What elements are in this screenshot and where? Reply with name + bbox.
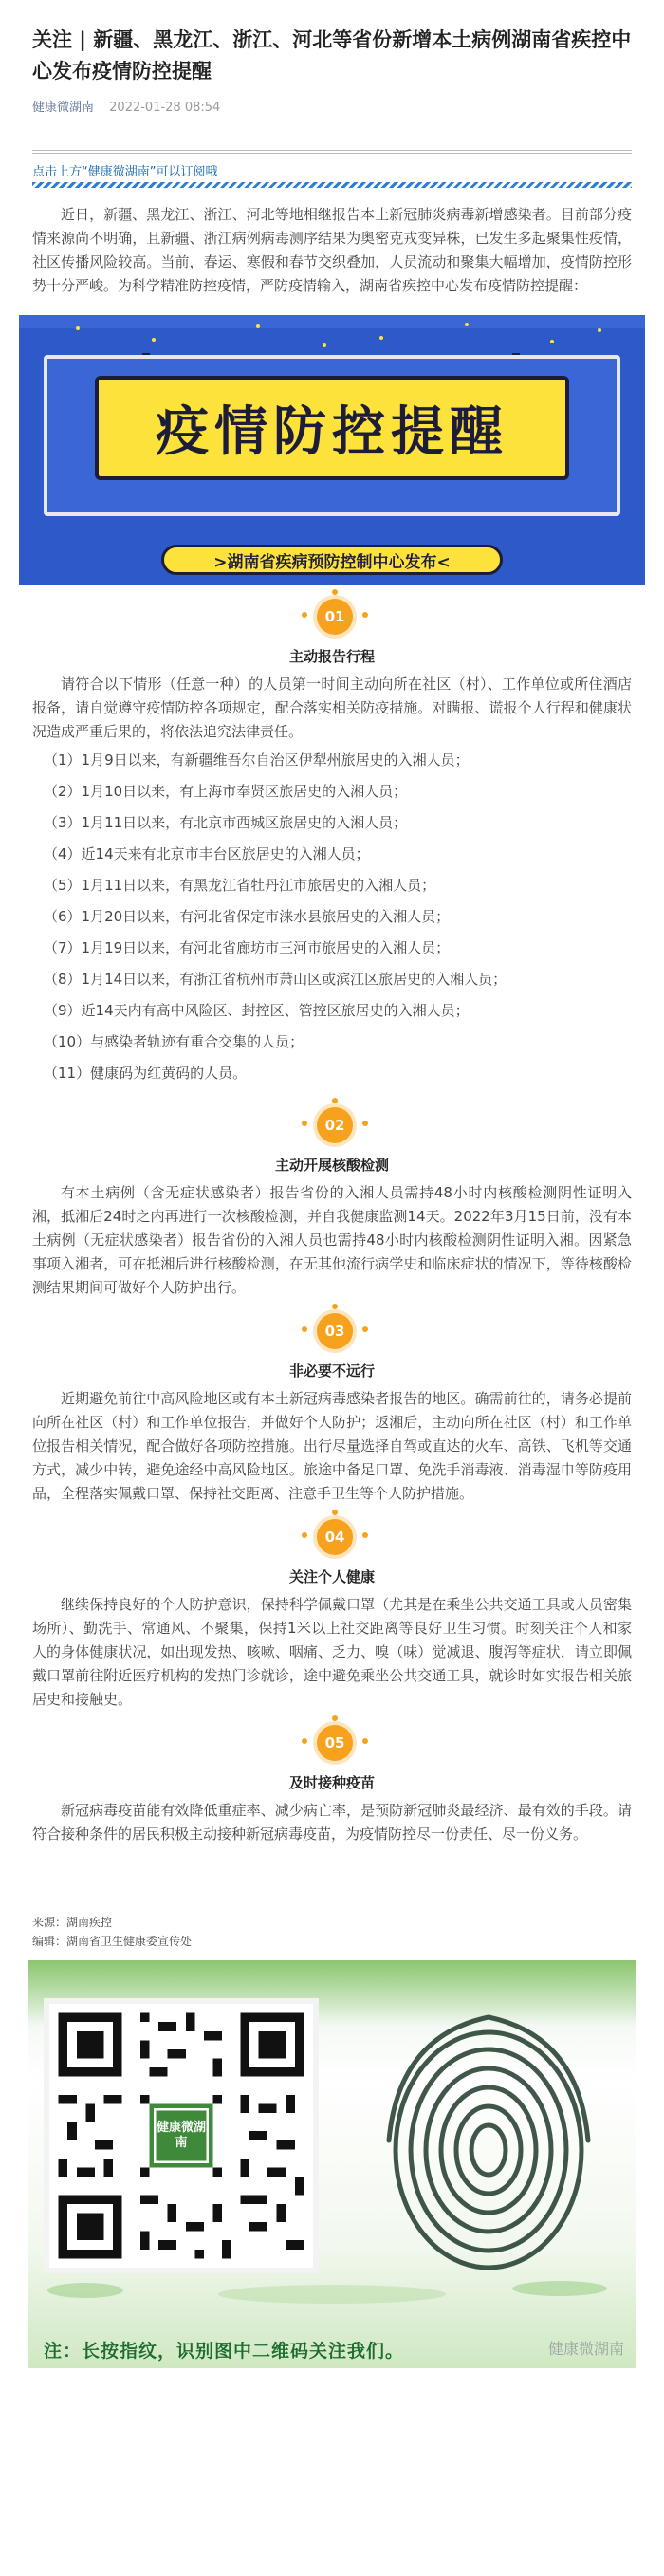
article-meta	[0, 87, 664, 116]
travel-criteria-list	[0, 744, 664, 1084]
banner-title-box	[95, 376, 569, 480]
article-credits	[0, 1913, 664, 1951]
list-item: （4）近14天来有北京市丰台区旅居史的入湘人员；	[44, 845, 370, 862]
section-number-badge: 05	[317, 1725, 353, 1761]
banner-title: 疫情防控提醒	[156, 400, 508, 463]
banner-image	[19, 315, 645, 585]
section-heading: 主动开展核酸检测	[274, 1157, 389, 1174]
section-vaccination	[0, 1712, 664, 1846]
section-number-badge: 02	[317, 1107, 353, 1143]
section-number-badge: 03	[317, 1313, 353, 1349]
section-body: 有本土病例（含无症状感染者）报告省份的入湘人员需持48小时内核酸检测阴性证明入湘，抵湘后24时之内再进行一次核酸检测，并自我健康监测14天。2022年3月15日前，没有本土病例（无症状感染者）报告省份的入湘人员也需持48小时内核酸检测阴性证明入湘。因紧急事项入湘者，可在抵湘后进行核酸检测，在无其他流行病学史和临床症状的情况下，等待核酸检测结果期间可做好个人防护出行。	[32, 1184, 632, 1296]
publish-date: 2022-01-28 08:54	[109, 101, 221, 115]
qr-code-image[interactable]	[44, 1998, 319, 2273]
list-item: （8）1月14日以来，有浙江省杭州市萧山区或滨江区旅居史的入湘人员；	[44, 971, 507, 988]
section-heading: 非必要不远行	[288, 1362, 375, 1380]
section-body: 请符合以下情形（任意一种）的人员第一时间主动向所在社区（村）、工作单位或所住酒店报备，请自觉遵守疫情防控各项规定，配合落实相关防疫措施。对瞒报、谎报个人行程和健康状况造成严重后果的，将依法追究法律责任。	[32, 676, 632, 740]
qr-promo-image	[28, 1960, 636, 2368]
decorative-stripe	[32, 182, 632, 188]
list-item: （11）健康码为红黄码的人员。	[44, 1065, 248, 1082]
intro-paragraph: 近日，新疆、黑龙江、浙江、河北等地相继报告本土新冠肺炎病毒新增感染者。目前部分疫情来源尚不明确，且新疆、浙江病例病毒测序结果为奥密克戎变异株，已发生多起聚集性疫情，社区传播风险较高。当前，春运、寒假和春节交织叠加，人员流动和聚集大幅增加，疫情防控形势十分严峻。为科学精准防控疫情，严防疫情输入，湖南省疾控中心发布疫情防控提醒：	[32, 206, 632, 294]
section-body: 近期避免前往中高风险地区或有本土新冠病毒感染者报告的地区。确需前往的，请务必提前向所在社区（村）和工作单位报告，并做好个人防护；返湘后，主动向所在社区（村）和工作单位报告相关情况，配合做好各项防控措施。出行尽量选择自驾或直达的火车、高铁、飞机等交通方式，减少中转，避免途经中高风险地区。旅途中备足口罩、免洗手消毒液、消毒湿巾等防疫用品，全程落实佩戴口罩、保持社交距离、注意手卫生等个人防护措施。	[32, 1390, 632, 1502]
qr-caption: 注：长按指纹，识别图中二维码关注我们。	[44, 2341, 405, 2362]
list-item: （10）与感染者轨迹有重合交集的人员；	[44, 1033, 304, 1050]
section-personal-health	[0, 1506, 664, 1712]
list-item: （3）1月11日以来，有北京市西城区旅居史的入湘人员；	[44, 814, 408, 831]
section-avoid-travel	[0, 1300, 664, 1506]
list-item: （9）近14天内有高中风险区、封控区、管控区旅居史的入湘人员；	[44, 1002, 470, 1019]
section-report-travel	[0, 585, 664, 1084]
section-heading: 主动报告行程	[288, 648, 375, 665]
banner-frame	[44, 355, 620, 516]
qr-code-icon	[49, 2004, 313, 2268]
section-number-badge: 04	[317, 1519, 353, 1555]
banner-stars	[19, 315, 645, 353]
list-item: （7）1月19日以来，有河北省廊坊市三河市旅居史的入湘人员；	[44, 939, 451, 956]
divider	[32, 153, 632, 154]
water-drop-decoration	[28, 2252, 636, 2309]
account-name-link[interactable]: 健康微湖南	[32, 101, 95, 115]
article-title: 关注 | 新疆、黑龙江、浙江、河北等省份新增本土病例湖南省疾控中心发布疫情防控提醒	[32, 28, 632, 83]
editor-line: 编辑：湖南省卫生健康委宣传处	[32, 1935, 193, 1948]
account-watermark: 健康微湖南	[547, 2340, 624, 2358]
section-heading: 关注个人健康	[288, 1568, 375, 1585]
section-heading: 及时接种疫苗	[288, 1774, 375, 1791]
section-body: 新冠病毒疫苗能有效降低重症率、减少病亡率，是预防新冠肺炎最经济、最有效的手段。请符合接种条件的居民积极主动接种新冠病毒疫苗，为疫情防控尽一份责任、尽一份义务。	[32, 1802, 632, 1843]
divider	[32, 150, 632, 151]
source-line: 来源：湖南疾控	[32, 1916, 113, 1929]
section-body: 继续保持良好的个人防护意识，保持科学佩戴口罩（尤其是在乘坐公共交通工具或人员密集场所）、勤洗手、常通风、不聚集，保持1米以上社交距离等良好卫生习惯。时刻关注个人和家人的身体健康状况，如出现发热、咳嗽、咽痛、乏力、嗅（味）觉减退、腹泻等症状，请立即佩戴口罩前往附近医疗机构的发热门诊就诊，途中避免乘坐公共交通工具，就诊时如实报告相关旅居史和接触史。	[32, 1596, 632, 1708]
list-item: （1）1月9日以来，有新疆维吾尔自治区伊犁州旅居史的入湘人员；	[44, 751, 470, 769]
list-item: （6）1月20日以来，有河北省保定市涞水县旅居史的入湘人员；	[44, 908, 451, 925]
list-item: （5）1月11日以来，有黑龙江省牡丹江市旅居史的入湘人员；	[44, 877, 436, 894]
qr-center-logo-text: 健康微湖南	[156, 2121, 206, 2150]
fingerprint-icon[interactable]	[351, 1998, 626, 2292]
section-number-badge: 01	[317, 599, 353, 635]
banner-subtitle: >湖南省疾病预防控制中心发布<	[161, 545, 503, 575]
list-item: （2）1月10日以来，有上海市奉贤区旅居史的入湘人员；	[44, 783, 408, 800]
follow-hint-text[interactable]: 点击上方“健康微湖南”可以订阅哦	[32, 165, 218, 179]
section-nucleic-test	[0, 1094, 664, 1300]
follow-hint-bar	[32, 140, 632, 190]
